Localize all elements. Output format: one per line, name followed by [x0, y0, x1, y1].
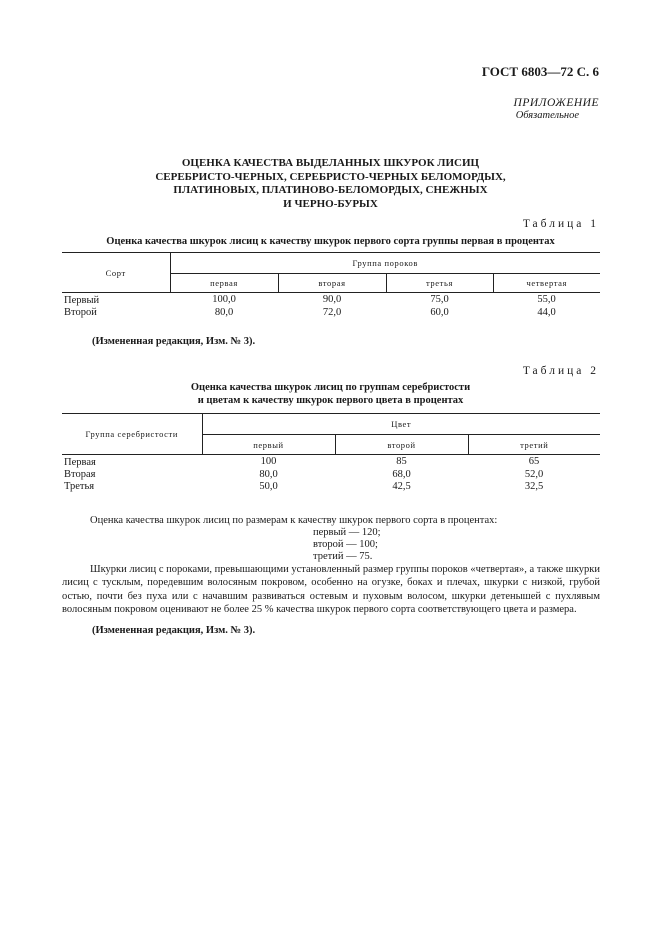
table-cell: 72,0: [322, 307, 342, 318]
table2-title: [0, 381, 661, 407]
table2-col-header: третий: [520, 439, 549, 450]
table2: [62, 413, 600, 493]
table-cell: 90,0: [322, 294, 342, 305]
row-label: Вторая: [64, 468, 96, 480]
table-cell: 80,0: [259, 468, 278, 480]
table1-col-header: третья: [386, 274, 493, 293]
page-title: [0, 157, 661, 211]
title-line: СЕРЕБРИСТО-ЧЕРНЫХ, СЕРЕБРИСТО-ЧЕРНЫХ БЕЛОМОРДЫХ,: [155, 170, 506, 183]
table1-col-header: первая: [170, 274, 278, 293]
row-label: Первая: [64, 457, 96, 468]
appendix-status: Обязательное: [515, 110, 579, 121]
table-cell: 42,5: [392, 481, 411, 492]
revision-note: (Измененная редакция, Изм. № 3).: [92, 625, 256, 636]
table-cell: 52,0: [524, 468, 544, 480]
table-row: [62, 480, 600, 493]
table1-title: Оценка качества шкурок лисиц к качеству шкурок первого сорта группы первая в процентах: [106, 236, 555, 247]
defects-paragraph: Шкурки лисиц с пороками, превышающими установленный размер группы пороков «четвертая», а также шкурки лисиц с тусклым, поредевшим волосяным покровом, особенно на огузке, боках и плечах, шкурки с низкой, грубой остью, почти без пуха или с начавшим развиваться остевым и пуховым волосом, шкурки детенышей с пухлявым волосяным покровом оценивают не более 25 % качества шкурок первого сорта соответствующего цвета и размера.: [62, 564, 600, 616]
table2-row-header: Группа серебристости: [62, 414, 202, 455]
row-label: Третья: [64, 481, 95, 492]
table-row: [62, 468, 600, 480]
table1-col-header: вторая: [278, 274, 386, 293]
table1: [62, 252, 600, 319]
row-label: Второй: [64, 307, 97, 318]
row-label: Первый: [64, 295, 100, 306]
table1-col-header: четвертая: [526, 278, 568, 288]
list-item: третий — 75.: [313, 551, 373, 563]
table-row: [62, 455, 600, 469]
table2-label: Таблица 2: [522, 365, 599, 377]
table-cell: 68,0: [392, 468, 411, 480]
document-code: ГОСТ 6803—72 С. 6: [481, 64, 599, 79]
table-cell: 75,0: [430, 294, 449, 305]
table2-title-line: Оценка качества шкурок лисиц по группам серебристости: [190, 382, 471, 393]
table2-title-line: и цветам к качеству шкурок первого цвета в процентах: [197, 395, 464, 406]
list-item: второй — 100;: [313, 539, 378, 551]
table1-row-header: Сорт: [62, 253, 170, 293]
table-cell: 65: [528, 456, 540, 467]
table-cell: 100,0: [212, 294, 236, 305]
table-cell: 55,0: [537, 294, 556, 305]
table-row: [62, 306, 600, 319]
table2-col-header: первый: [202, 435, 335, 455]
table-cell: 50,0: [259, 481, 278, 492]
title-line: И ЧЕРНО-БУРЫХ: [283, 197, 378, 210]
list-item: первый — 120;: [313, 527, 381, 538]
appendix-label: ПРИЛОЖЕНИЕ: [513, 97, 599, 109]
table-cell: 44,0: [537, 307, 556, 318]
table1-group-header: Группа пороков: [170, 253, 600, 274]
table-cell: 100: [260, 456, 277, 467]
size-list: [313, 527, 381, 564]
table-cell: 32,5: [524, 481, 544, 492]
revision-note: (Измененная редакция, Изм. № 3).: [92, 336, 256, 347]
title-line: ОЦЕНКА КАЧЕСТВА ВЫДЕЛАННЫХ ШКУРОК ЛИСИЦ: [181, 157, 480, 169]
title-line: ПЛАТИНОВЫХ, ПЛАТИНОВО-БЕЛОМОРДЫХ, СНЕЖНЫХ: [173, 184, 488, 196]
table-cell: 60,0: [430, 307, 449, 318]
table1-label: Таблица 1: [522, 218, 599, 230]
table-cell: 85: [396, 456, 407, 467]
table2-group-header: Цвет: [202, 414, 600, 435]
size-paragraph: Оценка качества шкурок лисиц по размерам к качеству шкурок первого сорта в процентах:: [90, 515, 498, 526]
table-cell: 80,0: [214, 307, 234, 318]
table2-col-header: второй: [335, 435, 468, 455]
table-row: [62, 293, 600, 307]
